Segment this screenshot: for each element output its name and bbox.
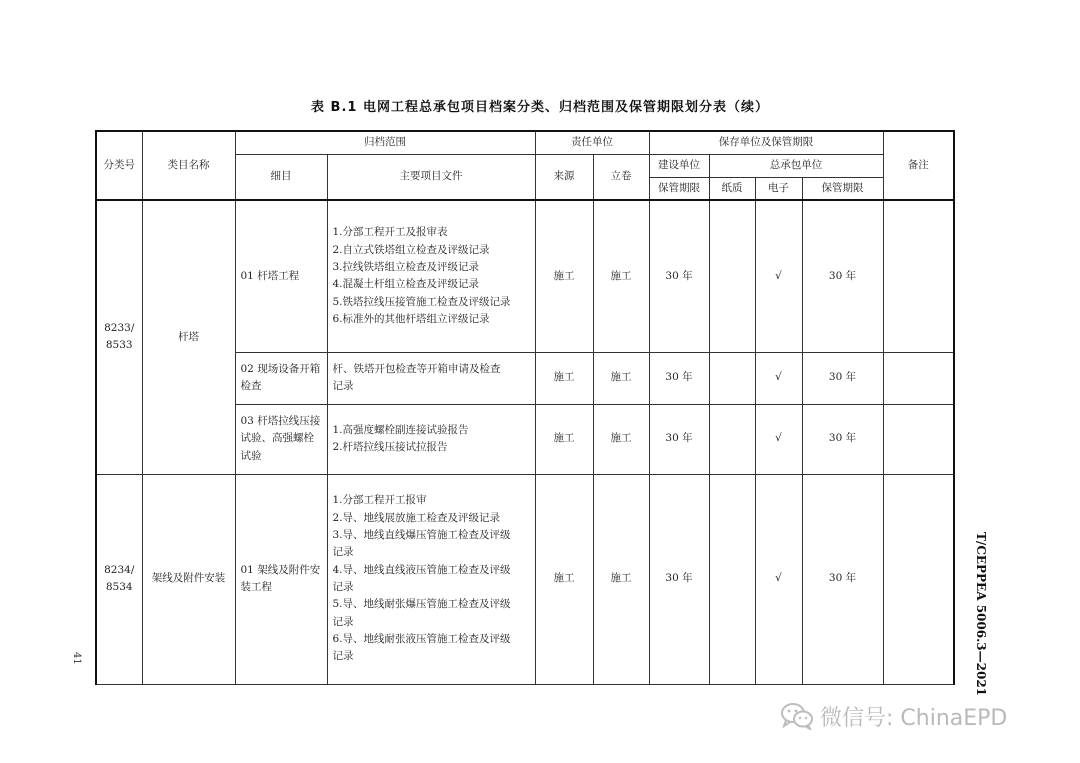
builder-period-cell: 30 年 xyxy=(649,404,709,474)
header-responsible-unit: 责任单位 xyxy=(535,131,649,154)
header-electronic: 电子 xyxy=(755,177,802,200)
header-builder-period: 保管期限 xyxy=(649,177,709,200)
remarks-cell xyxy=(883,352,954,404)
header-filing: 立卷 xyxy=(593,154,649,200)
page-number: 41 xyxy=(71,652,82,665)
category-code: 8233/ 8533 xyxy=(96,200,142,474)
detail-cell: 03 杆塔拉线压接试验、高强螺栓试验 xyxy=(235,404,327,474)
filing-cell: 施工 xyxy=(593,352,649,404)
header-source: 来源 xyxy=(535,154,593,200)
source-cell: 施工 xyxy=(535,474,593,684)
paper-cell xyxy=(709,474,755,684)
detail-cell: 01 架线及附件安装工程 xyxy=(235,474,327,684)
remarks-cell xyxy=(883,474,954,684)
files-cell: 1.高强度螺栓副连接试验报告 2.杆塔拉线压接试拉报告 xyxy=(327,404,535,474)
contractor-period-cell: 30 年 xyxy=(802,200,883,352)
electronic-check: √ xyxy=(755,352,802,404)
electronic-check: √ xyxy=(755,200,802,352)
filing-cell: 施工 xyxy=(593,404,649,474)
watermark xyxy=(780,700,1007,732)
builder-period-cell: 30 年 xyxy=(649,200,709,352)
header-category-name: 类目名称 xyxy=(142,131,235,200)
filing-cell: 施工 xyxy=(593,200,649,352)
watermark-text: 微信号: ChinaEPD xyxy=(820,705,1008,731)
electronic-check: √ xyxy=(755,404,802,474)
header-remarks: 备注 xyxy=(883,131,954,200)
header-paper: 纸质 xyxy=(709,177,755,200)
contractor-period-cell: 30 年 xyxy=(802,352,883,404)
table-title: 表 B.1 电网工程总承包项目档案分类、归档范围及保管期限划分表（续） xyxy=(311,100,769,115)
remarks-cell xyxy=(883,200,954,352)
contractor-period-cell: 30 年 xyxy=(802,404,883,474)
header-builder: 建设单位 xyxy=(649,154,709,177)
header-contractor: 总承包单位 xyxy=(709,154,883,177)
source-cell: 施工 xyxy=(535,200,593,352)
header-detail: 细目 xyxy=(235,154,327,200)
category-code: 8234/ 8534 xyxy=(96,474,142,684)
builder-period-cell: 30 年 xyxy=(649,352,709,404)
source-cell: 施工 xyxy=(535,404,593,474)
standard-code: T/CEPPEA 5006.3—2021 xyxy=(974,532,988,697)
paper-cell xyxy=(709,200,755,352)
header-archive-scope: 归档范围 xyxy=(235,131,535,154)
remarks-cell xyxy=(883,404,954,474)
archive-table xyxy=(95,130,955,685)
detail-cell: 01 杆塔工程 xyxy=(235,200,327,352)
builder-period-cell: 30 年 xyxy=(649,474,709,684)
header-code: 分类号 xyxy=(96,131,142,200)
files-cell: 1.分部工程开工及报审表 2.自立式铁塔组立检查及评级记录 3.拉线铁塔组立检查及评级记录 4.混凝土杆组立检查及评级记录 5.铁塔拉线压接管施工检查及评级记录 6.标准外的其他杆塔组立评级记录 xyxy=(327,200,535,352)
table-row xyxy=(96,474,954,684)
table-row xyxy=(96,200,954,352)
source-cell: 施工 xyxy=(535,352,593,404)
wechat-icon xyxy=(780,702,814,730)
files-cell: 杆、铁塔开包检查等开箱申请及检查 记录 xyxy=(327,352,535,404)
header-main-docs: 主要项目文件 xyxy=(327,154,535,200)
category-name: 杆塔 xyxy=(142,200,235,474)
detail-cell: 02 现场设备开箱检查 xyxy=(235,352,327,404)
files-cell: 1.分部工程开工报审 2.导、地线展放施工检查及评级记录 3.导、地线直线爆压管施工检查及评级 记录 4.导、地线直线液压管施工检查及评级 记录 5.导、地线耐张爆压管施工检查及评级 记录 6.导、地线耐张液压管施工检查及评级 记录 xyxy=(327,474,535,684)
paper-cell xyxy=(709,404,755,474)
category-name: 架线及附件安装 xyxy=(142,474,235,684)
header-contractor-period: 保管期限 xyxy=(802,177,883,200)
contractor-period-cell: 30 年 xyxy=(802,474,883,684)
header-retention: 保存单位及保管期限 xyxy=(649,131,883,154)
paper-cell xyxy=(709,352,755,404)
electronic-check: √ xyxy=(755,474,802,684)
filing-cell: 施工 xyxy=(593,474,649,684)
